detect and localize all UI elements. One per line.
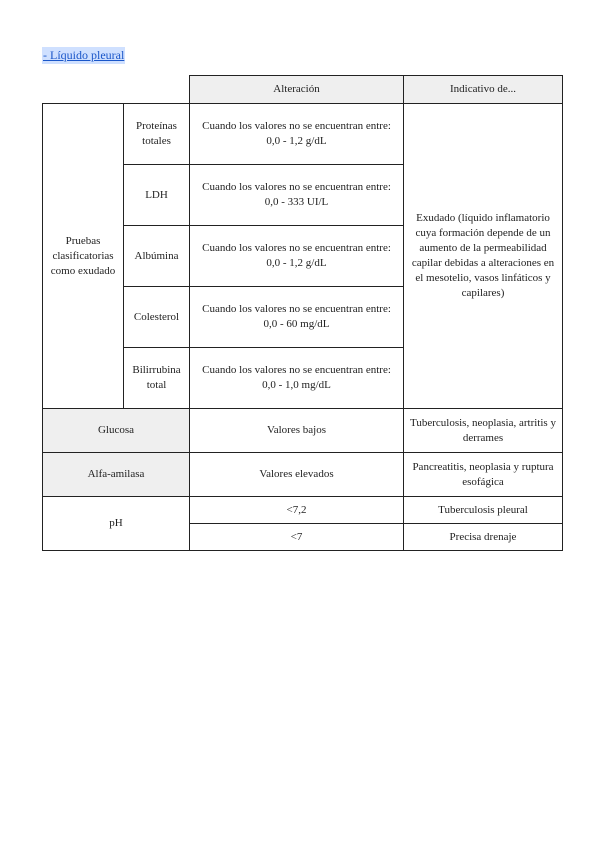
alteration-cell	[190, 226, 404, 287]
alteration-cell	[190, 287, 404, 348]
alteration-pre-text: Cuando los valores no se encuentran entre:	[202, 364, 391, 376]
glucose-indicative: Tuberculosis, neoplasia, artritis y derrames	[404, 409, 563, 453]
ph-alteration: <7	[190, 524, 404, 551]
alteration-pre-text: Cuando los valores no se encuentran entre:	[202, 181, 391, 193]
exudate-indicative-cell: Exudado (líquido inflamatorio cuya formación depende de un aumento de la permeabilidad capilar debidas a alteraciones en el mesotelio, vasos linfáticos y capilares)	[404, 104, 563, 409]
alteration-pre-text: Cuando los valores no se encuentran entre:	[202, 242, 391, 254]
header-alteration: Alteración	[190, 76, 404, 104]
alteration-range: 0,0 - 333 UI/L	[264, 196, 329, 208]
ph-indicative: Tuberculosis pleural	[404, 497, 563, 524]
group-label-exudate-tests: Pruebas clasificatorias como exudado	[43, 104, 124, 409]
ph-indicative: Precisa drenaje	[404, 524, 563, 551]
alteration-range: 0,0 - 1,2 g/dL	[266, 135, 327, 147]
test-name: Bilirrubina total	[124, 348, 190, 409]
ph-label: pH	[43, 497, 190, 551]
alteration-cell	[190, 104, 404, 165]
glucose-alteration: Valores bajos	[190, 409, 404, 453]
alteration-pre-text: Cuando los valores no se encuentran entre:	[202, 120, 391, 132]
pleural-fluid-table	[42, 75, 563, 551]
glucose-label: Glucosa	[43, 409, 190, 453]
test-name: LDH	[124, 165, 190, 226]
empty-corner-cell	[43, 76, 190, 104]
alteration-pre-text: Cuando los valores no se encuentran entre:	[202, 303, 391, 315]
alteration-cell	[190, 348, 404, 409]
alteration-cell	[190, 165, 404, 226]
amylase-alteration: Valores elevados	[190, 453, 404, 497]
test-name: Albúmina	[124, 226, 190, 287]
header-indicative: Indicativo de...	[404, 76, 563, 104]
test-name: Colesterol	[124, 287, 190, 348]
alteration-range: 0,0 - 60 mg/dL	[263, 318, 330, 330]
alteration-range: 0,0 - 1,0 mg/dL	[262, 379, 331, 391]
alteration-range: 0,0 - 1,2 g/dL	[266, 257, 327, 269]
amylase-label: Alfa-amilasa	[43, 453, 190, 497]
test-name: Proteínas totales	[124, 104, 190, 165]
section-title-link[interactable]: - Líquido pleural	[43, 48, 125, 62]
ph-alteration: <7,2	[190, 497, 404, 524]
amylase-indicative: Pancreatitis, neoplasia y ruptura esofágica	[404, 453, 563, 497]
